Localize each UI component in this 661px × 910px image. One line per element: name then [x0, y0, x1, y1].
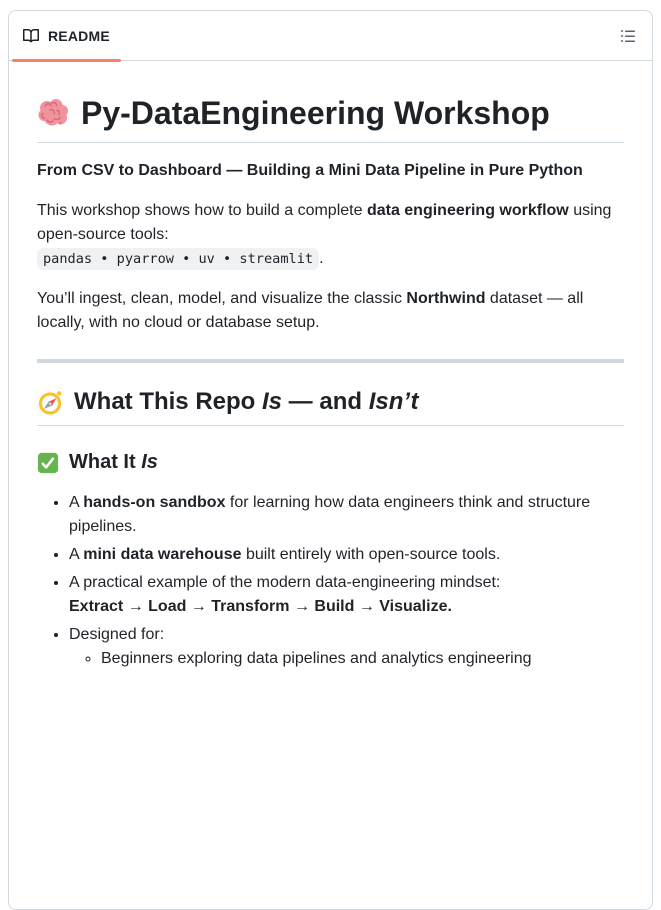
- outline-button[interactable]: [614, 22, 642, 50]
- check-mark-emoji-icon: [37, 452, 59, 474]
- readme-header: [9, 11, 652, 61]
- readme-card: [8, 10, 653, 910]
- page-title: [37, 93, 624, 143]
- what-is-list: [37, 491, 624, 671]
- list-unordered-icon: [620, 28, 636, 44]
- section-heading-text: What This Repo Is — and Isn’t: [74, 388, 419, 415]
- compass-emoji-icon: [37, 389, 64, 416]
- designed-for-sublist: [69, 647, 624, 671]
- subsection-heading: [37, 450, 624, 475]
- subsection-heading-text: What It Is: [69, 451, 158, 473]
- intro-paragraph: This workshop shows how to build a complete data engineering workflow using open-source tools: pandas • pyarrow • uv • streamlit .: [37, 199, 624, 271]
- list-item-warehouse: • A mini data warehouse built entirely with open-source tools.: [69, 543, 624, 567]
- dataset-paragraph: You’ll ingest, clean, model, and visualize the classic Northwind dataset — all locally, with no cloud or database setup.: [37, 290, 584, 331]
- list-item-sandbox: • A hands-on sandbox for learning how data engineers think and structure pipelines.: [69, 491, 624, 539]
- list-item-designed-for: [69, 623, 624, 671]
- book-icon: [23, 28, 39, 44]
- list-item-beginners: ◦ Beginners exploring data pipelines and analytics engineering: [101, 647, 624, 671]
- section-heading: [37, 387, 624, 426]
- section-divider: [37, 359, 624, 363]
- tab-readme-label: README: [48, 27, 110, 44]
- page-title-text: Py-DataEngineering Workshop: [81, 95, 550, 131]
- readme-content: [9, 61, 652, 719]
- list-item-mindset: • A practical example of the modern data-engineering mindset: Extract → Load → Transform → Build → Visualize.: [69, 571, 624, 619]
- tab-readme[interactable]: [12, 11, 121, 60]
- brain-emoji-icon: [37, 98, 69, 128]
- subtitle: From CSV to Dashboard — Building a Mini Data Pipeline in Pure Python: [37, 162, 583, 179]
- designed-for-label: Designed for:: [69, 626, 165, 643]
